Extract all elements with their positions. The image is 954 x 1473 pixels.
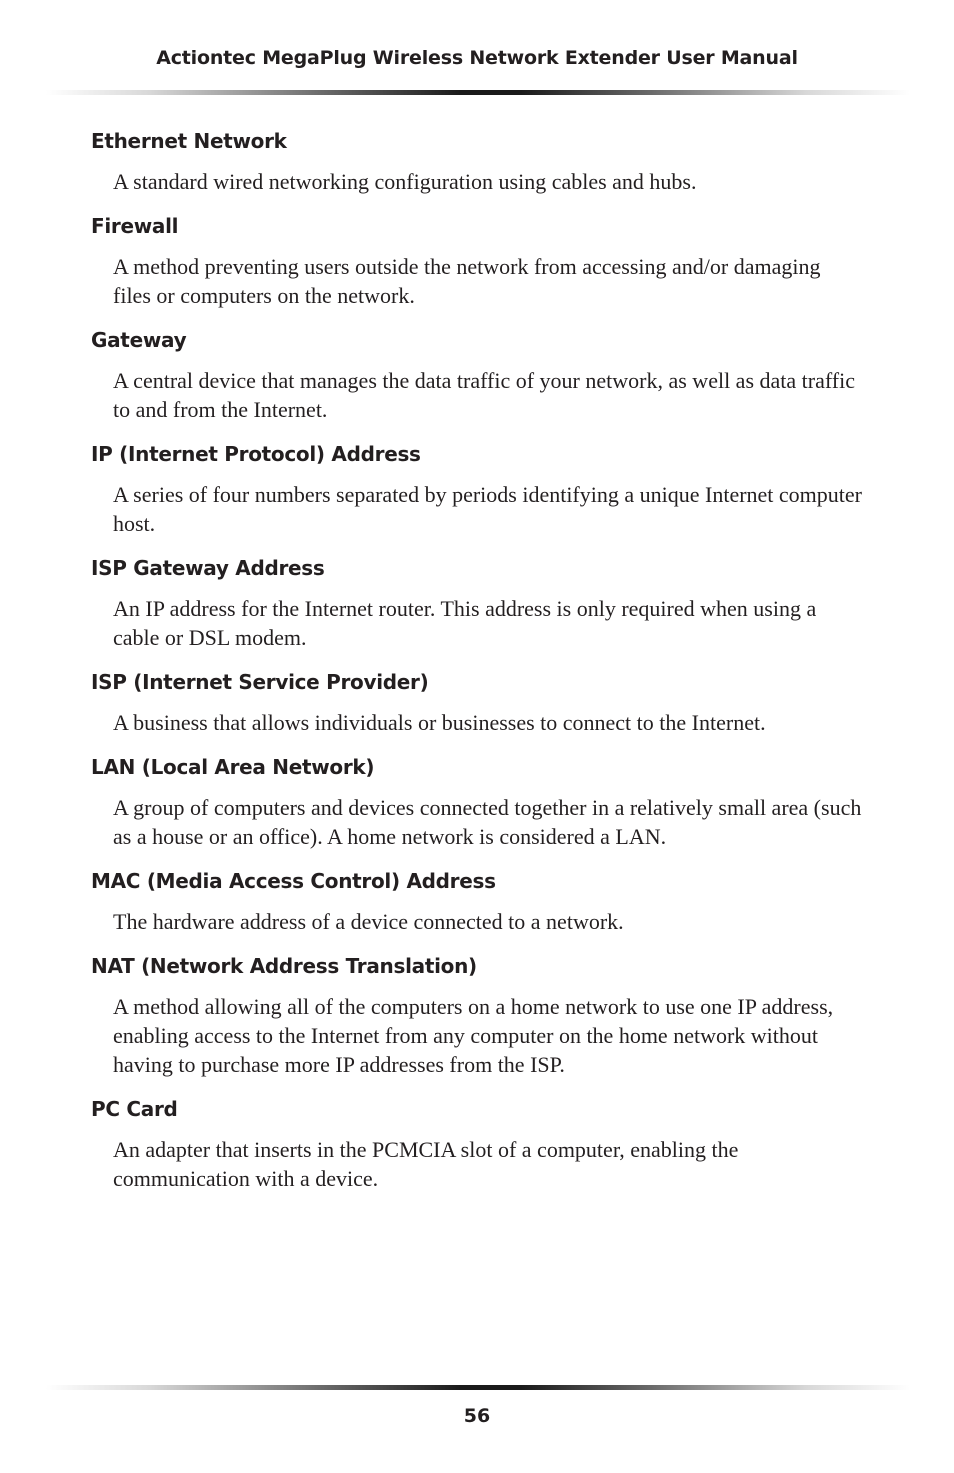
- glossary-entry-pc-card: [91, 1094, 871, 1193]
- page-number: 56: [463, 1405, 491, 1427]
- glossary-term: IP (Internet Protocol) Address: [91, 442, 421, 466]
- glossary-term: Ethernet Network: [91, 129, 287, 153]
- glossary-term: MAC (Media Access Control) Address: [91, 869, 496, 893]
- glossary-entry-ip-address: [91, 439, 871, 538]
- glossary-entry-ethernet-network: [91, 126, 871, 196]
- glossary-entry-gateway: [91, 325, 871, 424]
- glossary-definition: A method allowing all of the computers on a home network to use one IP address, enabling access to the Internet from any computer on the home network without having to purchase more IP addresses from the ISP.: [113, 994, 834, 1077]
- glossary-term: PC Card: [91, 1097, 178, 1121]
- glossary-entry-firewall: [91, 211, 871, 310]
- glossary-term: LAN (Local Area Network): [91, 755, 375, 779]
- glossary-term: ISP Gateway Address: [91, 556, 325, 580]
- glossary-term: ISP (Internet Service Provider): [91, 670, 429, 694]
- glossary-term: Firewall: [91, 214, 179, 238]
- footer-divider: [46, 1385, 910, 1390]
- header-divider: [46, 90, 910, 95]
- glossary-entry-mac-address: [91, 866, 871, 936]
- glossary-definition: A business that allows individuals or businesses to connect to the Internet.: [113, 710, 766, 735]
- glossary-entry-isp-gateway-address: [91, 553, 871, 652]
- glossary-term: Gateway: [91, 328, 187, 352]
- glossary-definition: A group of computers and devices connected together in a relatively small area (such as a house or an office). A home network is considered a LAN.: [113, 795, 862, 849]
- glossary-definition: A central device that manages the data traffic of your network, as well as data traffic to and from the Internet.: [113, 368, 855, 422]
- glossary-definition: A method preventing users outside the network from accessing and/or damaging files or computers on the network.: [113, 254, 821, 308]
- glossary-definition: A standard wired networking configuration using cables and hubs.: [113, 169, 697, 194]
- glossary-definition: An adapter that inserts in the PCMCIA slot of a computer, enabling the communication with a device.: [113, 1137, 739, 1191]
- glossary-term: NAT (Network Address Translation): [91, 954, 477, 978]
- glossary-list: [91, 126, 871, 1208]
- glossary-definition: An IP address for the Internet router. This address is only required when using a cable or DSL modem.: [113, 596, 817, 650]
- glossary-definition: The hardware address of a device connected to a network.: [113, 909, 624, 934]
- page-header-title: Actiontec MegaPlug Wireless Network Extender User Manual: [156, 47, 798, 69]
- glossary-entry-nat: [91, 951, 871, 1079]
- glossary-entry-lan: [91, 752, 871, 851]
- glossary-definition: A series of four numbers separated by periods identifying a unique Internet computer host.: [113, 482, 862, 536]
- glossary-entry-isp: [91, 667, 871, 737]
